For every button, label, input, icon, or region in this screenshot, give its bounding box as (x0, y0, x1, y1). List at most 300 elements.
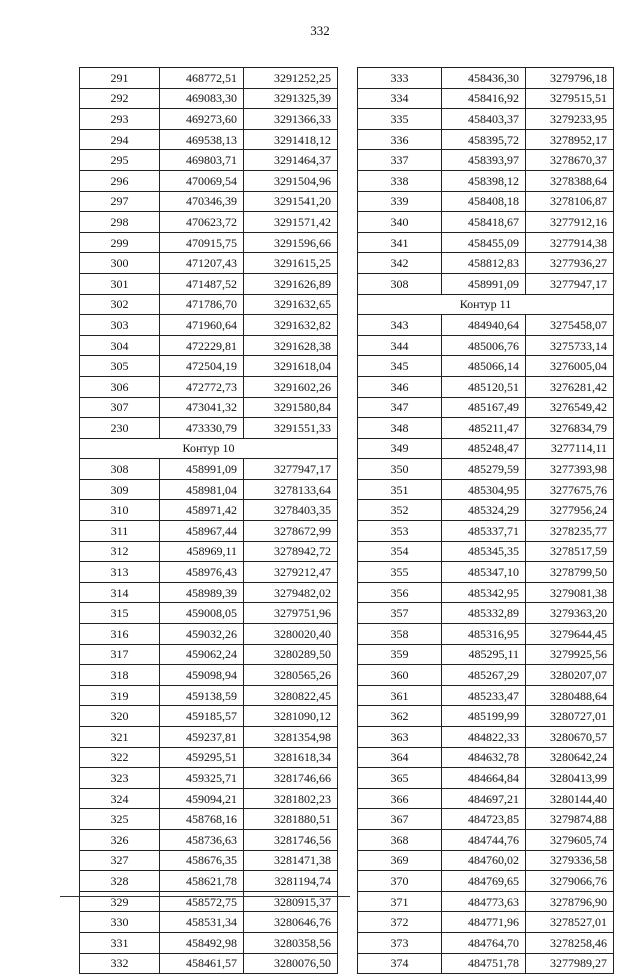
table-row (358, 315, 614, 336)
table-row (358, 953, 614, 974)
x-coordinate: 484632,78 (442, 747, 526, 768)
point-number: 312 (80, 541, 160, 562)
x-coordinate: 471960,64 (160, 315, 244, 336)
point-number: 357 (358, 603, 442, 624)
table-row (358, 376, 614, 397)
page-number: 332 (310, 23, 330, 38)
point-number: 349 (358, 438, 442, 459)
point-number: 308 (80, 459, 160, 480)
y-coordinate: 3279363,20 (526, 603, 614, 624)
table-row (358, 706, 614, 727)
y-coordinate: 3291628,38 (244, 335, 338, 356)
x-coordinate: 458408,18 (442, 191, 526, 212)
table-row (80, 953, 338, 974)
y-coordinate: 3280144,40 (526, 788, 614, 809)
point-number: 294 (80, 129, 160, 150)
y-coordinate: 3280822,45 (244, 685, 338, 706)
y-coordinate: 3279212,47 (244, 562, 338, 583)
x-coordinate: 458395,72 (442, 129, 526, 150)
x-coordinate: 469083,30 (160, 88, 244, 109)
point-number: 342 (358, 253, 442, 274)
x-coordinate: 458971,42 (160, 500, 244, 521)
x-coordinate: 458531,34 (160, 912, 244, 933)
point-number: 368 (358, 829, 442, 850)
x-coordinate: 485304,95 (442, 479, 526, 500)
table-row (80, 376, 338, 397)
x-coordinate: 459098,94 (160, 665, 244, 686)
table-row (80, 232, 338, 253)
point-number: 298 (80, 212, 160, 233)
point-number: 307 (80, 397, 160, 418)
x-coordinate: 485337,71 (442, 521, 526, 542)
x-coordinate: 485211,47 (442, 418, 526, 439)
table-row (358, 397, 614, 418)
y-coordinate: 3281802,23 (244, 788, 338, 809)
table-row (358, 809, 614, 830)
x-coordinate: 459185,57 (160, 706, 244, 727)
point-number: 341 (358, 232, 442, 253)
contour-header: Контур 10 (80, 438, 338, 459)
table-row (358, 273, 614, 294)
y-coordinate: 3280488,64 (526, 685, 614, 706)
table-row (358, 829, 614, 850)
contour-header: Контур 11 (358, 294, 614, 315)
point-number: 356 (358, 582, 442, 603)
point-number: 374 (358, 953, 442, 974)
coordinates-table-right (357, 67, 614, 974)
point-number: 373 (358, 932, 442, 953)
point-number: 319 (80, 685, 160, 706)
point-number: 365 (358, 768, 442, 789)
table-row (358, 212, 614, 233)
table-row (80, 665, 338, 686)
table-row (80, 68, 338, 89)
point-number: 367 (358, 809, 442, 830)
point-number: 364 (358, 747, 442, 768)
table-row (358, 624, 614, 645)
table-row (358, 129, 614, 150)
table-row (358, 170, 614, 191)
point-number: 359 (358, 644, 442, 665)
x-coordinate: 484771,96 (442, 912, 526, 933)
table-row (80, 418, 338, 439)
y-coordinate: 3279233,95 (526, 109, 614, 130)
table-row (80, 150, 338, 171)
x-coordinate: 484723,85 (442, 809, 526, 830)
y-coordinate: 3281354,98 (244, 727, 338, 748)
x-coordinate: 470346,39 (160, 191, 244, 212)
y-coordinate: 3278799,50 (526, 562, 614, 583)
point-number: 358 (358, 624, 442, 645)
x-coordinate: 458989,39 (160, 582, 244, 603)
table-row (358, 479, 614, 500)
point-number: 336 (358, 129, 442, 150)
x-coordinate: 471487,52 (160, 273, 244, 294)
y-coordinate: 3291418,12 (244, 129, 338, 150)
table-row (358, 768, 614, 789)
table-row (80, 871, 338, 892)
y-coordinate: 3277936,27 (526, 253, 614, 274)
x-coordinate: 458768,16 (160, 809, 244, 830)
y-coordinate: 3280289,50 (244, 644, 338, 665)
x-coordinate: 458981,04 (160, 479, 244, 500)
x-coordinate: 470623,72 (160, 212, 244, 233)
table-row (80, 273, 338, 294)
table-row (80, 109, 338, 130)
x-coordinate: 472772,73 (160, 376, 244, 397)
y-coordinate: 3276281,42 (526, 376, 614, 397)
y-coordinate: 3291580,84 (244, 397, 338, 418)
y-coordinate: 3279605,74 (526, 829, 614, 850)
y-coordinate: 3277947,17 (244, 459, 338, 480)
point-number: 302 (80, 294, 160, 315)
y-coordinate: 3291366,33 (244, 109, 338, 130)
y-coordinate: 3291632,82 (244, 315, 338, 336)
point-number: 317 (80, 644, 160, 665)
point-number: 295 (80, 150, 160, 171)
bottom-rule (60, 896, 350, 897)
y-coordinate: 3278258,46 (526, 932, 614, 953)
y-coordinate: 3277956,24 (526, 500, 614, 521)
y-coordinate: 3280565,26 (244, 665, 338, 686)
table-row (358, 68, 614, 89)
x-coordinate: 485324,29 (442, 500, 526, 521)
table-row (358, 438, 614, 459)
x-coordinate: 485316,95 (442, 624, 526, 645)
table-row (80, 253, 338, 274)
x-coordinate: 472229,81 (160, 335, 244, 356)
table-row (80, 397, 338, 418)
x-coordinate: 458812,83 (442, 253, 526, 274)
y-coordinate: 3291615,25 (244, 253, 338, 274)
y-coordinate: 3277114,11 (526, 438, 614, 459)
point-number: 321 (80, 727, 160, 748)
y-coordinate: 3280646,76 (244, 912, 338, 933)
point-number: 369 (358, 850, 442, 871)
x-coordinate: 485267,29 (442, 665, 526, 686)
point-number: 318 (80, 665, 160, 686)
point-number: 347 (358, 397, 442, 418)
y-coordinate: 3280020,40 (244, 624, 338, 645)
point-number: 291 (80, 68, 160, 89)
point-number: 360 (358, 665, 442, 686)
table-row (80, 212, 338, 233)
table-row (358, 665, 614, 686)
y-coordinate: 3279482,02 (244, 582, 338, 603)
point-number: 353 (358, 521, 442, 542)
table-row (80, 706, 338, 727)
point-number: 311 (80, 521, 160, 542)
table-row (80, 294, 338, 315)
x-coordinate: 468772,51 (160, 68, 244, 89)
y-coordinate: 3291596,66 (244, 232, 338, 253)
x-coordinate: 484744,76 (442, 829, 526, 850)
table-row (358, 191, 614, 212)
y-coordinate: 3278388,64 (526, 170, 614, 191)
y-coordinate: 3279751,96 (244, 603, 338, 624)
x-coordinate: 471786,70 (160, 294, 244, 315)
table-row (358, 644, 614, 665)
table-row (80, 191, 338, 212)
table-row (358, 88, 614, 109)
table-row (358, 891, 614, 912)
x-coordinate: 485342,95 (442, 582, 526, 603)
point-number: 362 (358, 706, 442, 727)
x-coordinate: 485120,51 (442, 376, 526, 397)
x-coordinate: 472504,19 (160, 356, 244, 377)
table-row (80, 747, 338, 768)
y-coordinate: 3277393,98 (526, 459, 614, 480)
table-row (358, 727, 614, 748)
table-row (358, 335, 614, 356)
x-coordinate: 458393,97 (442, 150, 526, 171)
table-row (80, 129, 338, 150)
point-number: 331 (80, 932, 160, 953)
table-row (358, 850, 614, 871)
table-row (358, 109, 614, 130)
table-row (358, 582, 614, 603)
y-coordinate: 3278106,87 (526, 191, 614, 212)
x-coordinate: 484773,63 (442, 891, 526, 912)
x-coordinate: 484769,65 (442, 871, 526, 892)
point-number: 230 (80, 418, 160, 439)
table-row (358, 788, 614, 809)
y-coordinate: 3291626,89 (244, 273, 338, 294)
x-coordinate: 485199,99 (442, 706, 526, 727)
x-coordinate: 458676,35 (160, 850, 244, 871)
table-row (358, 459, 614, 480)
point-number: 366 (358, 788, 442, 809)
y-coordinate: 3281194,74 (244, 871, 338, 892)
point-number: 315 (80, 603, 160, 624)
table-row (80, 582, 338, 603)
y-coordinate: 3291618,04 (244, 356, 338, 377)
x-coordinate: 484822,33 (442, 727, 526, 748)
table-row (80, 829, 338, 850)
point-number: 344 (358, 335, 442, 356)
y-coordinate: 3279925,56 (526, 644, 614, 665)
table-row (80, 170, 338, 191)
x-coordinate: 458976,43 (160, 562, 244, 583)
y-coordinate: 3278403,35 (244, 500, 338, 521)
table-row (80, 88, 338, 109)
point-number: 306 (80, 376, 160, 397)
point-number: 355 (358, 562, 442, 583)
table-row (358, 562, 614, 583)
table-row (80, 335, 338, 356)
point-number: 343 (358, 315, 442, 336)
y-coordinate: 3280670,57 (526, 727, 614, 748)
point-number: 325 (80, 809, 160, 830)
y-coordinate: 3275733,14 (526, 335, 614, 356)
point-number: 314 (80, 582, 160, 603)
y-coordinate: 3277912,16 (526, 212, 614, 233)
x-coordinate: 485295,11 (442, 644, 526, 665)
table-row (358, 541, 614, 562)
x-coordinate: 484764,70 (442, 932, 526, 953)
x-coordinate: 459237,81 (160, 727, 244, 748)
y-coordinate: 3279644,45 (526, 624, 614, 645)
x-coordinate: 459138,59 (160, 685, 244, 706)
table-row (80, 891, 338, 912)
x-coordinate: 469538,13 (160, 129, 244, 150)
y-coordinate: 3276549,42 (526, 397, 614, 418)
y-coordinate: 3277675,76 (526, 479, 614, 500)
table-row (80, 912, 338, 933)
point-number: 354 (358, 541, 442, 562)
contour-header-row (358, 294, 614, 315)
x-coordinate: 485279,59 (442, 459, 526, 480)
x-coordinate: 484940,64 (442, 315, 526, 336)
point-number: 326 (80, 829, 160, 850)
x-coordinate: 485332,89 (442, 603, 526, 624)
table-row (80, 932, 338, 953)
x-coordinate: 469273,60 (160, 109, 244, 130)
y-coordinate: 3280727,01 (526, 706, 614, 727)
point-number: 350 (358, 459, 442, 480)
point-number: 310 (80, 500, 160, 521)
point-number: 351 (358, 479, 442, 500)
y-coordinate: 3275458,07 (526, 315, 614, 336)
y-coordinate: 3279336,58 (526, 850, 614, 871)
point-number: 299 (80, 232, 160, 253)
y-coordinate: 3280413,99 (526, 768, 614, 789)
point-number: 320 (80, 706, 160, 727)
point-number: 337 (358, 150, 442, 171)
table-row (358, 912, 614, 933)
y-coordinate: 3278235,77 (526, 521, 614, 542)
table-row (80, 315, 338, 336)
x-coordinate: 458416,92 (442, 88, 526, 109)
point-number: 371 (358, 891, 442, 912)
point-number: 297 (80, 191, 160, 212)
x-coordinate: 485233,47 (442, 685, 526, 706)
x-coordinate: 484664,84 (442, 768, 526, 789)
point-number: 316 (80, 624, 160, 645)
table-row (358, 418, 614, 439)
point-number: 296 (80, 170, 160, 191)
table-row (80, 603, 338, 624)
point-number: 305 (80, 356, 160, 377)
x-coordinate: 485248,47 (442, 438, 526, 459)
x-coordinate: 458969,11 (160, 541, 244, 562)
table-row (80, 685, 338, 706)
y-coordinate: 3291464,37 (244, 150, 338, 171)
x-coordinate: 470069,54 (160, 170, 244, 191)
point-number: 313 (80, 562, 160, 583)
point-number: 330 (80, 912, 160, 933)
x-coordinate: 459325,71 (160, 768, 244, 789)
table-row (358, 232, 614, 253)
y-coordinate: 3279874,88 (526, 809, 614, 830)
y-coordinate: 3276005,04 (526, 356, 614, 377)
x-coordinate: 458418,67 (442, 212, 526, 233)
y-coordinate: 3277914,38 (526, 232, 614, 253)
x-coordinate: 458572,75 (160, 891, 244, 912)
y-coordinate: 3280915,37 (244, 891, 338, 912)
table-row (80, 500, 338, 521)
table-row (80, 788, 338, 809)
y-coordinate: 3291571,42 (244, 212, 338, 233)
x-coordinate: 484751,78 (442, 953, 526, 974)
y-coordinate: 3291504,96 (244, 170, 338, 191)
y-coordinate: 3281880,51 (244, 809, 338, 830)
y-coordinate: 3281471,38 (244, 850, 338, 871)
point-number: 332 (80, 953, 160, 974)
y-coordinate: 3291551,33 (244, 418, 338, 439)
y-coordinate: 3279796,18 (526, 68, 614, 89)
x-coordinate: 458621,78 (160, 871, 244, 892)
point-number: 340 (358, 212, 442, 233)
point-number: 323 (80, 768, 160, 789)
x-coordinate: 485006,76 (442, 335, 526, 356)
table-row (80, 768, 338, 789)
y-coordinate: 3278796,90 (526, 891, 614, 912)
x-coordinate: 458403,37 (442, 109, 526, 130)
point-number: 292 (80, 88, 160, 109)
table-row (80, 459, 338, 480)
y-coordinate: 3280076,50 (244, 953, 338, 974)
point-number: 346 (358, 376, 442, 397)
x-coordinate: 458436,30 (442, 68, 526, 89)
point-number: 372 (358, 912, 442, 933)
point-number: 334 (358, 88, 442, 109)
y-coordinate: 3291541,20 (244, 191, 338, 212)
x-coordinate: 458398,12 (442, 170, 526, 191)
table-row (80, 809, 338, 830)
table-row (358, 356, 614, 377)
y-coordinate: 3291252,25 (244, 68, 338, 89)
y-coordinate: 3278527,01 (526, 912, 614, 933)
x-coordinate: 484697,21 (442, 788, 526, 809)
y-coordinate: 3277989,27 (526, 953, 614, 974)
x-coordinate: 473041,32 (160, 397, 244, 418)
y-coordinate: 3278942,72 (244, 541, 338, 562)
point-number: 329 (80, 891, 160, 912)
x-coordinate: 484760,02 (442, 850, 526, 871)
table-row (80, 356, 338, 377)
point-number: 327 (80, 850, 160, 871)
table-row (80, 850, 338, 871)
y-coordinate: 3276834,79 (526, 418, 614, 439)
point-number: 303 (80, 315, 160, 336)
point-number: 338 (358, 170, 442, 191)
x-coordinate: 459008,05 (160, 603, 244, 624)
table-row (80, 644, 338, 665)
point-number: 328 (80, 871, 160, 892)
x-coordinate: 470915,75 (160, 232, 244, 253)
x-coordinate: 469803,71 (160, 150, 244, 171)
x-coordinate: 459032,26 (160, 624, 244, 645)
x-coordinate: 473330,79 (160, 418, 244, 439)
point-number: 309 (80, 479, 160, 500)
point-number: 361 (358, 685, 442, 706)
point-number: 301 (80, 273, 160, 294)
y-coordinate: 3281618,34 (244, 747, 338, 768)
table-row (358, 747, 614, 768)
point-number: 293 (80, 109, 160, 130)
x-coordinate: 458461,57 (160, 953, 244, 974)
y-coordinate: 3280642,24 (526, 747, 614, 768)
table-row (358, 253, 614, 274)
x-coordinate: 458492,98 (160, 932, 244, 953)
y-coordinate: 3277947,17 (526, 273, 614, 294)
table-row (80, 624, 338, 645)
point-number: 304 (80, 335, 160, 356)
x-coordinate: 485347,10 (442, 562, 526, 583)
contour-header-row (80, 438, 338, 459)
point-number: 370 (358, 871, 442, 892)
